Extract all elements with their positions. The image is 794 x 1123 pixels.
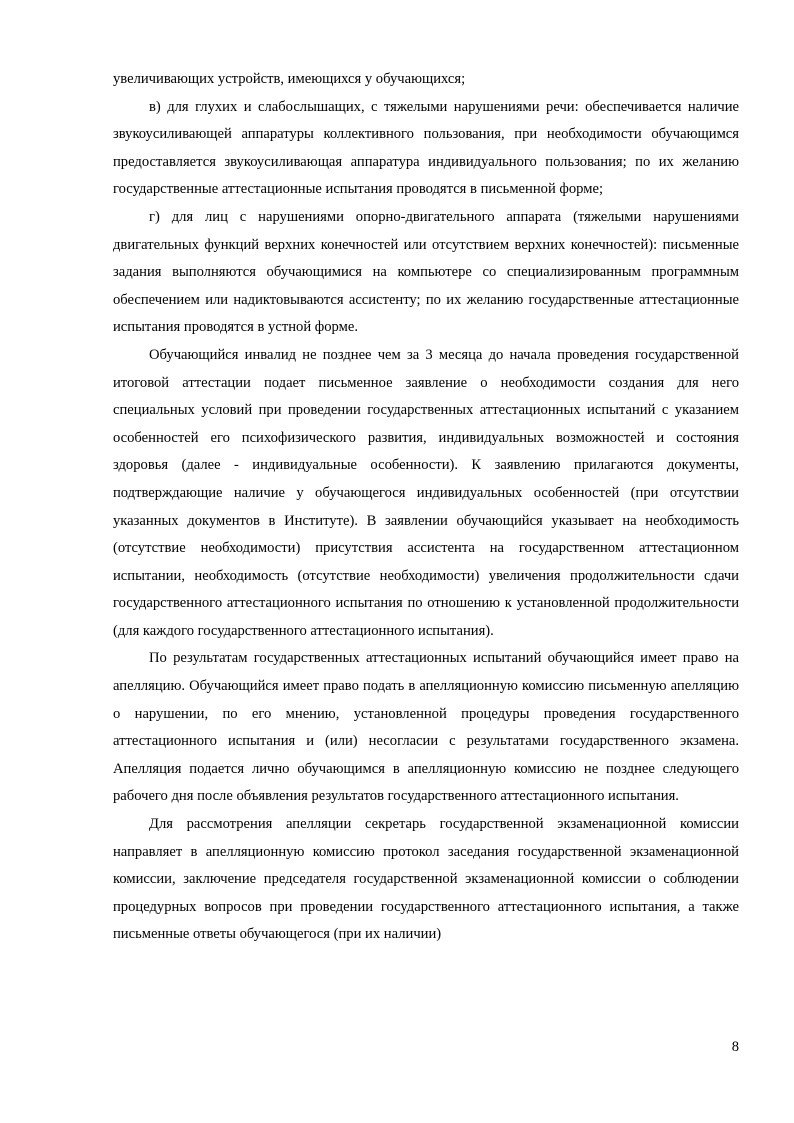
document-page — [113, 66, 739, 949]
paragraph-motor-provisions: г) для лиц с нарушениями опорно-двигательного аппарата (тяжелыми нарушениями двигательных функций верхних конечностей или отсутствием верхних конечностей): письменные задания выполняются обучающимися на компьютере со специализированным программным обеспечением или надиктовываются ассистенту; по их желанию государственные аттестационные испытания проводятся в устной форме. — [113, 208, 739, 336]
paragraph-appeal-right: По результатам государственных аттестационных испытаний обучающийся имеет право на апелляцию. Обучающийся имеет право подать в апелляционную комиссию письменную апелляцию о нарушении, по его мнению, установленной процедуры проведения государственного аттестационного испытания и (или) несогласии с результатами государственного экзамена. Апелляция подается лично обучающимся в апелляционную комиссию не позднее следующего рабочего дня после объявления результатов государственного аттестационного испытания. — [113, 650, 739, 805]
page-number: 8 — [731, 1039, 739, 1055]
paragraph-appeal-review: Для рассмотрения апелляции секретарь государственной экзаменационной комиссии направляет в апелляционную комиссию протокол заседания государственной экзаменационной комиссии, заключение председателя государственной экзаменационной комиссии о соблюдении процедурных вопросов при проведении государственного аттестационного испытания, а также письменные ответы обучающегося (при их наличии) — [113, 816, 739, 943]
paragraph-disabled-application: Обучающийся инвалид не позднее чем за 3 месяца до начала проведения государственной итоговой аттестации подает письменное заявление о необходимости создания для него специальных условий при проведении государственных аттестационных испытаний с указанием особенностей его психофизического развития, индивидуальных возможностей и состояния здоровья (далее - индивидуальные особенности). К заявлению прилагаются документы, подтверждающие наличие у обучающегося индивидуальных особенностей (при отсутствии указанных документов в Институте). В заявлении обучающийся указывает на необходимость (отсутствие необходимости) присутствия ассистента на государственном аттестационном испытании, необходимость (отсутствие необходимости) увеличения продолжительности сдачи государственного аттестационного испытания по отношению к установленной продолжительности (для каждого государственного аттестационного испытания). — [113, 346, 739, 639]
paragraph-deaf-provisions: в) для глухих и слабослышащих, с тяжелыми нарушениями речи: обеспечивается наличие звукоусиливающей аппаратуры коллективного пользования, при необходимости обучающимся предоставляется звукоусиливающая аппаратура индивидуального пользования; по их желанию государственные аттестационные испытания проводятся в письменной форме; — [113, 98, 739, 198]
paragraph-continuation: увеличивающих устройств, имеющихся у обучающихся; — [113, 71, 466, 87]
